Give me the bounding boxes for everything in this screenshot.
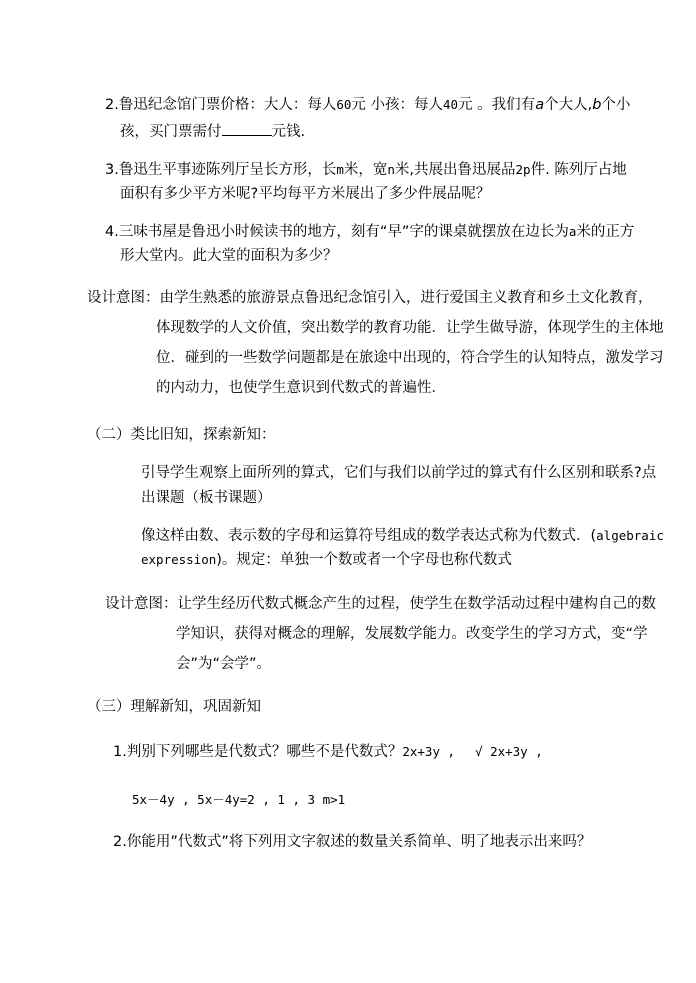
question-number: 4. bbox=[105, 224, 119, 240]
paragraph-text: 像这样由数、表示数的字母和运算符号组成的数学表达式称为代数式．( bbox=[141, 528, 597, 544]
design-intent-1-line-3: 位．碰到的一些数学问题都是在旅途中出现的，符合学生的认知特点，激发学习 bbox=[156, 350, 664, 366]
question-text: 米,共展出鲁迅展品 bbox=[394, 162, 516, 178]
question-text: 元 。我们有 bbox=[458, 97, 536, 113]
variable-m: m bbox=[336, 162, 344, 177]
design-intent-label: 设计意图： bbox=[105, 596, 178, 612]
question-2-line-2 bbox=[120, 121, 305, 142]
question-1 bbox=[113, 742, 543, 762]
question-text: 米，宽 bbox=[343, 162, 388, 178]
question-number: 1. bbox=[113, 744, 127, 760]
expression: 2x+3y , bbox=[402, 744, 456, 759]
question-number: 2. bbox=[105, 97, 119, 113]
expression: √ 2x+3y , bbox=[475, 744, 543, 759]
variable-a: a bbox=[568, 224, 577, 239]
question-number: 2. bbox=[113, 834, 127, 850]
design-intent-1-line-2: 体现数学的人文价值，突出数学的教育功能．让学生做导游，体现学生的主体地 bbox=[156, 320, 664, 336]
question-3-line-2: 面积有多少平方米呢?平均每平方米展出了多少件展品呢？ bbox=[120, 186, 491, 202]
adult-price: 60 bbox=[336, 97, 352, 112]
question-text: 米的正方 bbox=[576, 224, 635, 240]
question-text: 个小 bbox=[601, 97, 631, 113]
question-text: 孩，买门票需付 bbox=[120, 124, 222, 140]
question-text: 判别下列哪些是代数式？哪些不是代数式？ bbox=[126, 744, 403, 760]
question-4-line-2: 形大堂内。此大堂的面积为多少？ bbox=[120, 248, 338, 264]
question-text: 件. 陈列厅占地 bbox=[530, 162, 627, 178]
answer-blank[interactable] bbox=[222, 121, 272, 136]
paragraph-text: 让学生经历代数式概念产生的过程，使学生在数学活动过程中建构自己的数 bbox=[177, 596, 656, 612]
question-4-line-1 bbox=[105, 222, 634, 242]
design-intent-2-line-1 bbox=[105, 594, 656, 614]
question-text: 鲁迅纪念馆门票价格：大人：每人 bbox=[118, 97, 337, 113]
paragraph-text: )。规定：单独一个数或者一个字母也称代数式 bbox=[216, 552, 512, 568]
variable-a: a bbox=[535, 97, 545, 113]
variable-p: 2p bbox=[515, 162, 531, 177]
section-2-paragraph-2-line-2 bbox=[141, 550, 512, 570]
section-2-paragraph-1-line-1: 引导学生观察上面所列的算式，它们与我们以前学过的算式有什么区别和联系?点 bbox=[141, 465, 657, 481]
section-2-paragraph-2-line-1 bbox=[141, 526, 664, 546]
question-2 bbox=[113, 832, 591, 852]
english-term: expression bbox=[141, 552, 217, 567]
question-text: 鲁迅生平事迹陈列厅呈长方形，长 bbox=[118, 162, 337, 178]
question-2-line-1 bbox=[105, 95, 630, 115]
design-intent-1-line-4: 的内动力，也使学生意识到代数式的普遍性． bbox=[156, 380, 446, 396]
question-text: 元钱. bbox=[271, 124, 306, 140]
child-price: 40 bbox=[443, 97, 459, 112]
variable-b: b bbox=[592, 97, 602, 113]
question-text: 你能用”代数式”将下列用文字叙述的数量关系简单、明了地表示出来吗？ bbox=[126, 834, 592, 850]
variable-n: n bbox=[387, 162, 395, 177]
design-intent-1-line-1 bbox=[87, 288, 653, 308]
section-2-heading: （二）类比旧知，探索新知： bbox=[87, 427, 276, 443]
section-2-paragraph-1-line-2: 出课题（板书课题） bbox=[141, 490, 272, 506]
design-intent-2-line-2: 学知识，获得对概念的理解，发展数学能力。改变学生的学习方式，变“学 bbox=[176, 626, 648, 642]
section-3-heading: （三）理解新知，巩固新知 bbox=[87, 699, 261, 715]
paragraph-text: 由学生熟悉的旅游景点鲁迅纪念馆引入，进行爱国主义教育和乡土文化教育， bbox=[159, 290, 653, 306]
question-text: 三味书屋是鲁迅小时候读书的地方，刻有“早”字的课桌就摆放在边长为 bbox=[118, 224, 569, 240]
question-text: 个大人, bbox=[544, 97, 593, 113]
question-1-expressions: 5x－4y , 5x－4y=2 , 1 , 3 m>1 bbox=[132, 792, 346, 807]
question-text: 元 小孩：每人 bbox=[351, 97, 444, 113]
design-intent-2-line-3: 会”为“会学”。 bbox=[176, 656, 272, 672]
english-term: algebraic bbox=[596, 528, 664, 543]
question-number: 3. bbox=[105, 162, 119, 178]
question-3-line-1 bbox=[105, 160, 627, 180]
design-intent-label: 设计意图： bbox=[87, 290, 160, 306]
